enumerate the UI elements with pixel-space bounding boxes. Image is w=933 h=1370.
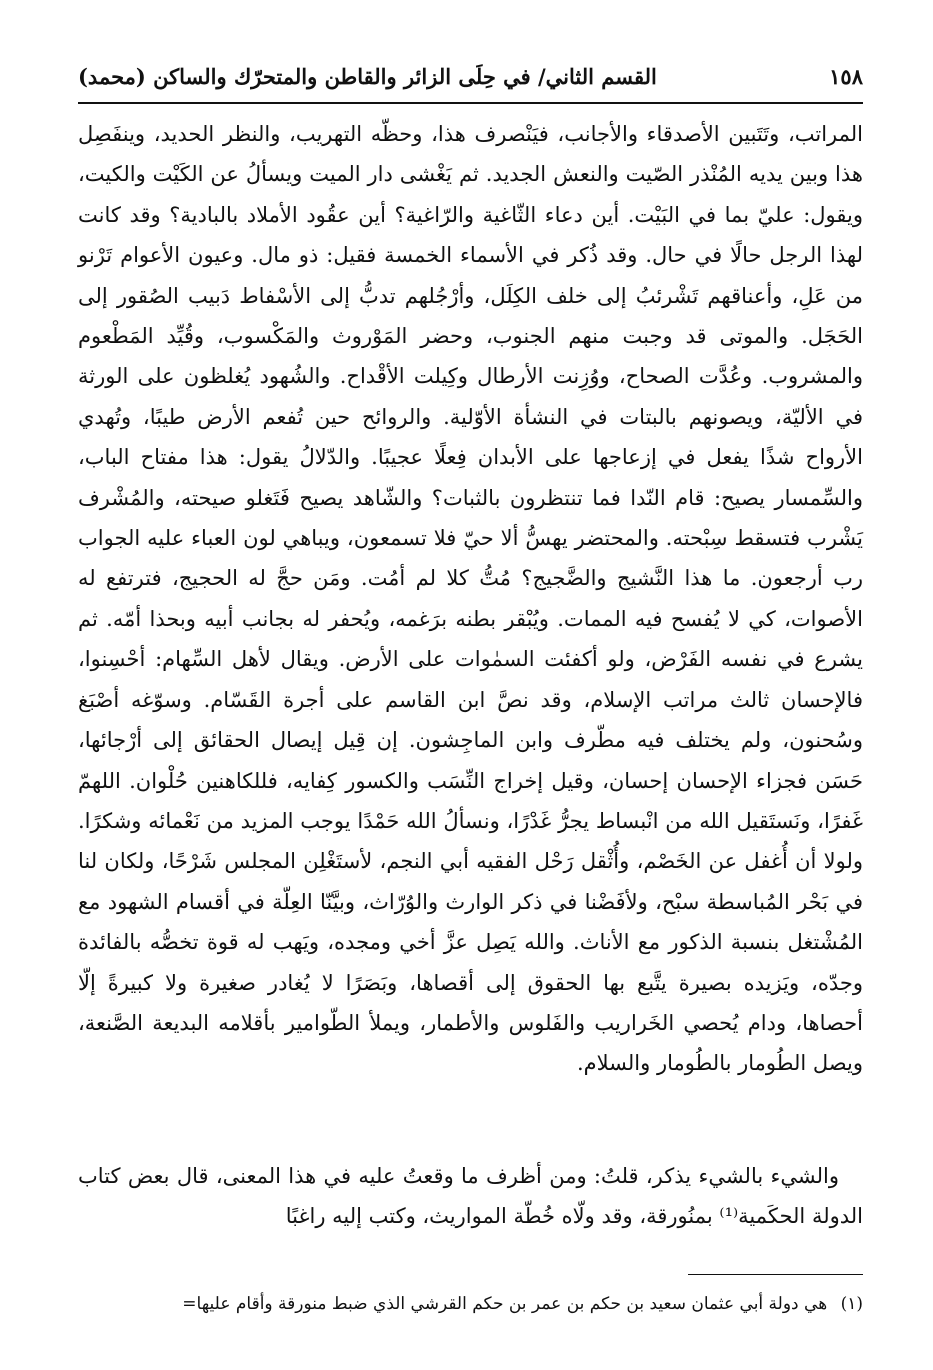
header-divider xyxy=(78,102,863,104)
page-number: ١٥٨ xyxy=(829,63,863,89)
footnote-number: (١) xyxy=(840,1294,863,1314)
main-text xyxy=(78,114,863,1084)
footnote-divider xyxy=(688,1274,863,1275)
footnote xyxy=(60,1290,863,1318)
paragraph-2: والشيء بالشيء يذكر، قلتُ: ومن أظرف ما وقعتُ عليه في هذا المعنى، قال بعض كتاب الدولة الحكَمية⁽¹⁾ بمنُورقة، وقد ولّاه خُطّة المواريث، وكتب إليه راغبًا xyxy=(78,1164,863,1229)
running-title: القسم الثاني/ في حِلَى الزائر والقاطن والمتحرّك والساكن (محمد) xyxy=(78,63,657,89)
page-header xyxy=(78,58,863,94)
paragraph-1: المراتب، وتَتَبين الأصدقاء والأجانب، فيَنْصرف هذا، وحظّه التهريب، والنظر الحديد، وينفَصِل هذا وبين يديه المُنْذر الصّيت والنعش الجديد. ثم يَغْشى دار الميت ويسألُ عن الكَيْت والكيت، ويقول: عليّ بما في البَيْت. أين دعاء الثّاغية والرّاغية؟ أين عقُود الأملاد بالبادية؟ وقد كانت لهذا الرجل حالًا في حال. وقد ذُكر في الأسماء الخمسة فقيل: ذو مال. وعيون الأعوام تَرْنو من عَلِ، وأعناقهم تَشْرئبُ إلى خلف الكِلَل، وأرْجُلهم تدبُّ إلى الأسْفاط دَبيب الصُقور إلى الحَجَل. والموتى قد وجبت منهم الجنوب، وحضر المَوْروث والمَكْسوب، وقُيِّد المَطْعوم والمشروب. وعُدَّت الصحاح، ووُزِنت الأرطال وكِيلت الأقْداح. والشُهود يُغلظون على الورثة في الأليّة، ويصونهم بالبتات في النشأة الأوّلية. والروائح حين تُفعم الأرض طيبًا، وتُهدي الأرواح شذًا يفعل في إزعاجها على الأبدان فِعلًا عجيبًا. والدّلالُ يقول: هذا مفتاح الباب، والسِّمسار يصيح: قام النّدا فما تنتظرون بالثبات؟ والشّاهد يصيح فَتَغلو صيحته، والمُشْرف يَشْرب فتسقط سِبْحته. والمحتضر يهسُّ ألا حيّ فلا تسمعون، ويباهي لون العباء عليه الجواب رب أرجعون. ما هذا النَّشيج والضَّجيج؟ مُتُّ كلا لم أمُت. ومَن حجَّ له الحجيج، فترتفع له الأصوات، كي لا يُفسح فيه الممات. ويُبْقر بطنه برَغمه، ويُحفر له بجانب أبيه وبحذا أمّه. ثم يشرع في نفسه الفَرْض، ولو أكفئت السمٰوات على الأرض. ويقال لأهل السِّهام: أحْسِنوا، فالإحسان ثالث مراتب الإسلام، وقد نصَّ ابن القاسم على أجرة القَسّام. وسوّغه أصْبَغ وسُحنون، ولم يختلف فيه مطّرف وابن الماجِشون. إن قِيل إيصال الحقائق إلى أرْجائها، حَسَن فجزاء الإحسان إحسان، وقيل إخراج النِّسَب والكسور كِفايه، فللكاهنين حُلْوان. اللهمّ غَفرًا، ونَستَقيل الله من انْبساط يجرُّ غَدْرًا، ونسألُ الله حَمْدًا يوجب المزيد من نَعْمائه وشكرًا. ولولا أن أُغفل عن الخَصْم، وأُثْقل رَحْل الفقيه أبي النجم، لأستَغْلِن المجلس شَرْحًا، ولكان لنا في بَحْر المُباسطة سبْح، ولأفَضْنا في ذكر الوارث والوُرّاث، وبيَّنّا العِلّة في أقسام الشهود مع المُشْتغل بنسبة الذكور مع الأناث. والله يَصِل عزَّ أخي ومجده، ويَهب له قوة تخصُّه بالفائدة وجدّه، ويَزيده بصيرة يتَّبع بها الحقوق إلى أقصاها، وبَصَرًا لا يُغادر صغيرة ولا كبيرةً إلّا أحصاها، ودام يُحصي الخَراريب والفَلوس والأطمار، ويملأ الطّوامير بأقلامه البديعة الصَّنعة، ويصل الطُومار بالطُومار والسلام. xyxy=(78,122,863,1076)
footnote-text: هي دولة أبي عثمان سعيد بن حكم بن عمر بن حكم القرشي الذي ضبط منورقة وأقام عليها= xyxy=(182,1294,828,1314)
